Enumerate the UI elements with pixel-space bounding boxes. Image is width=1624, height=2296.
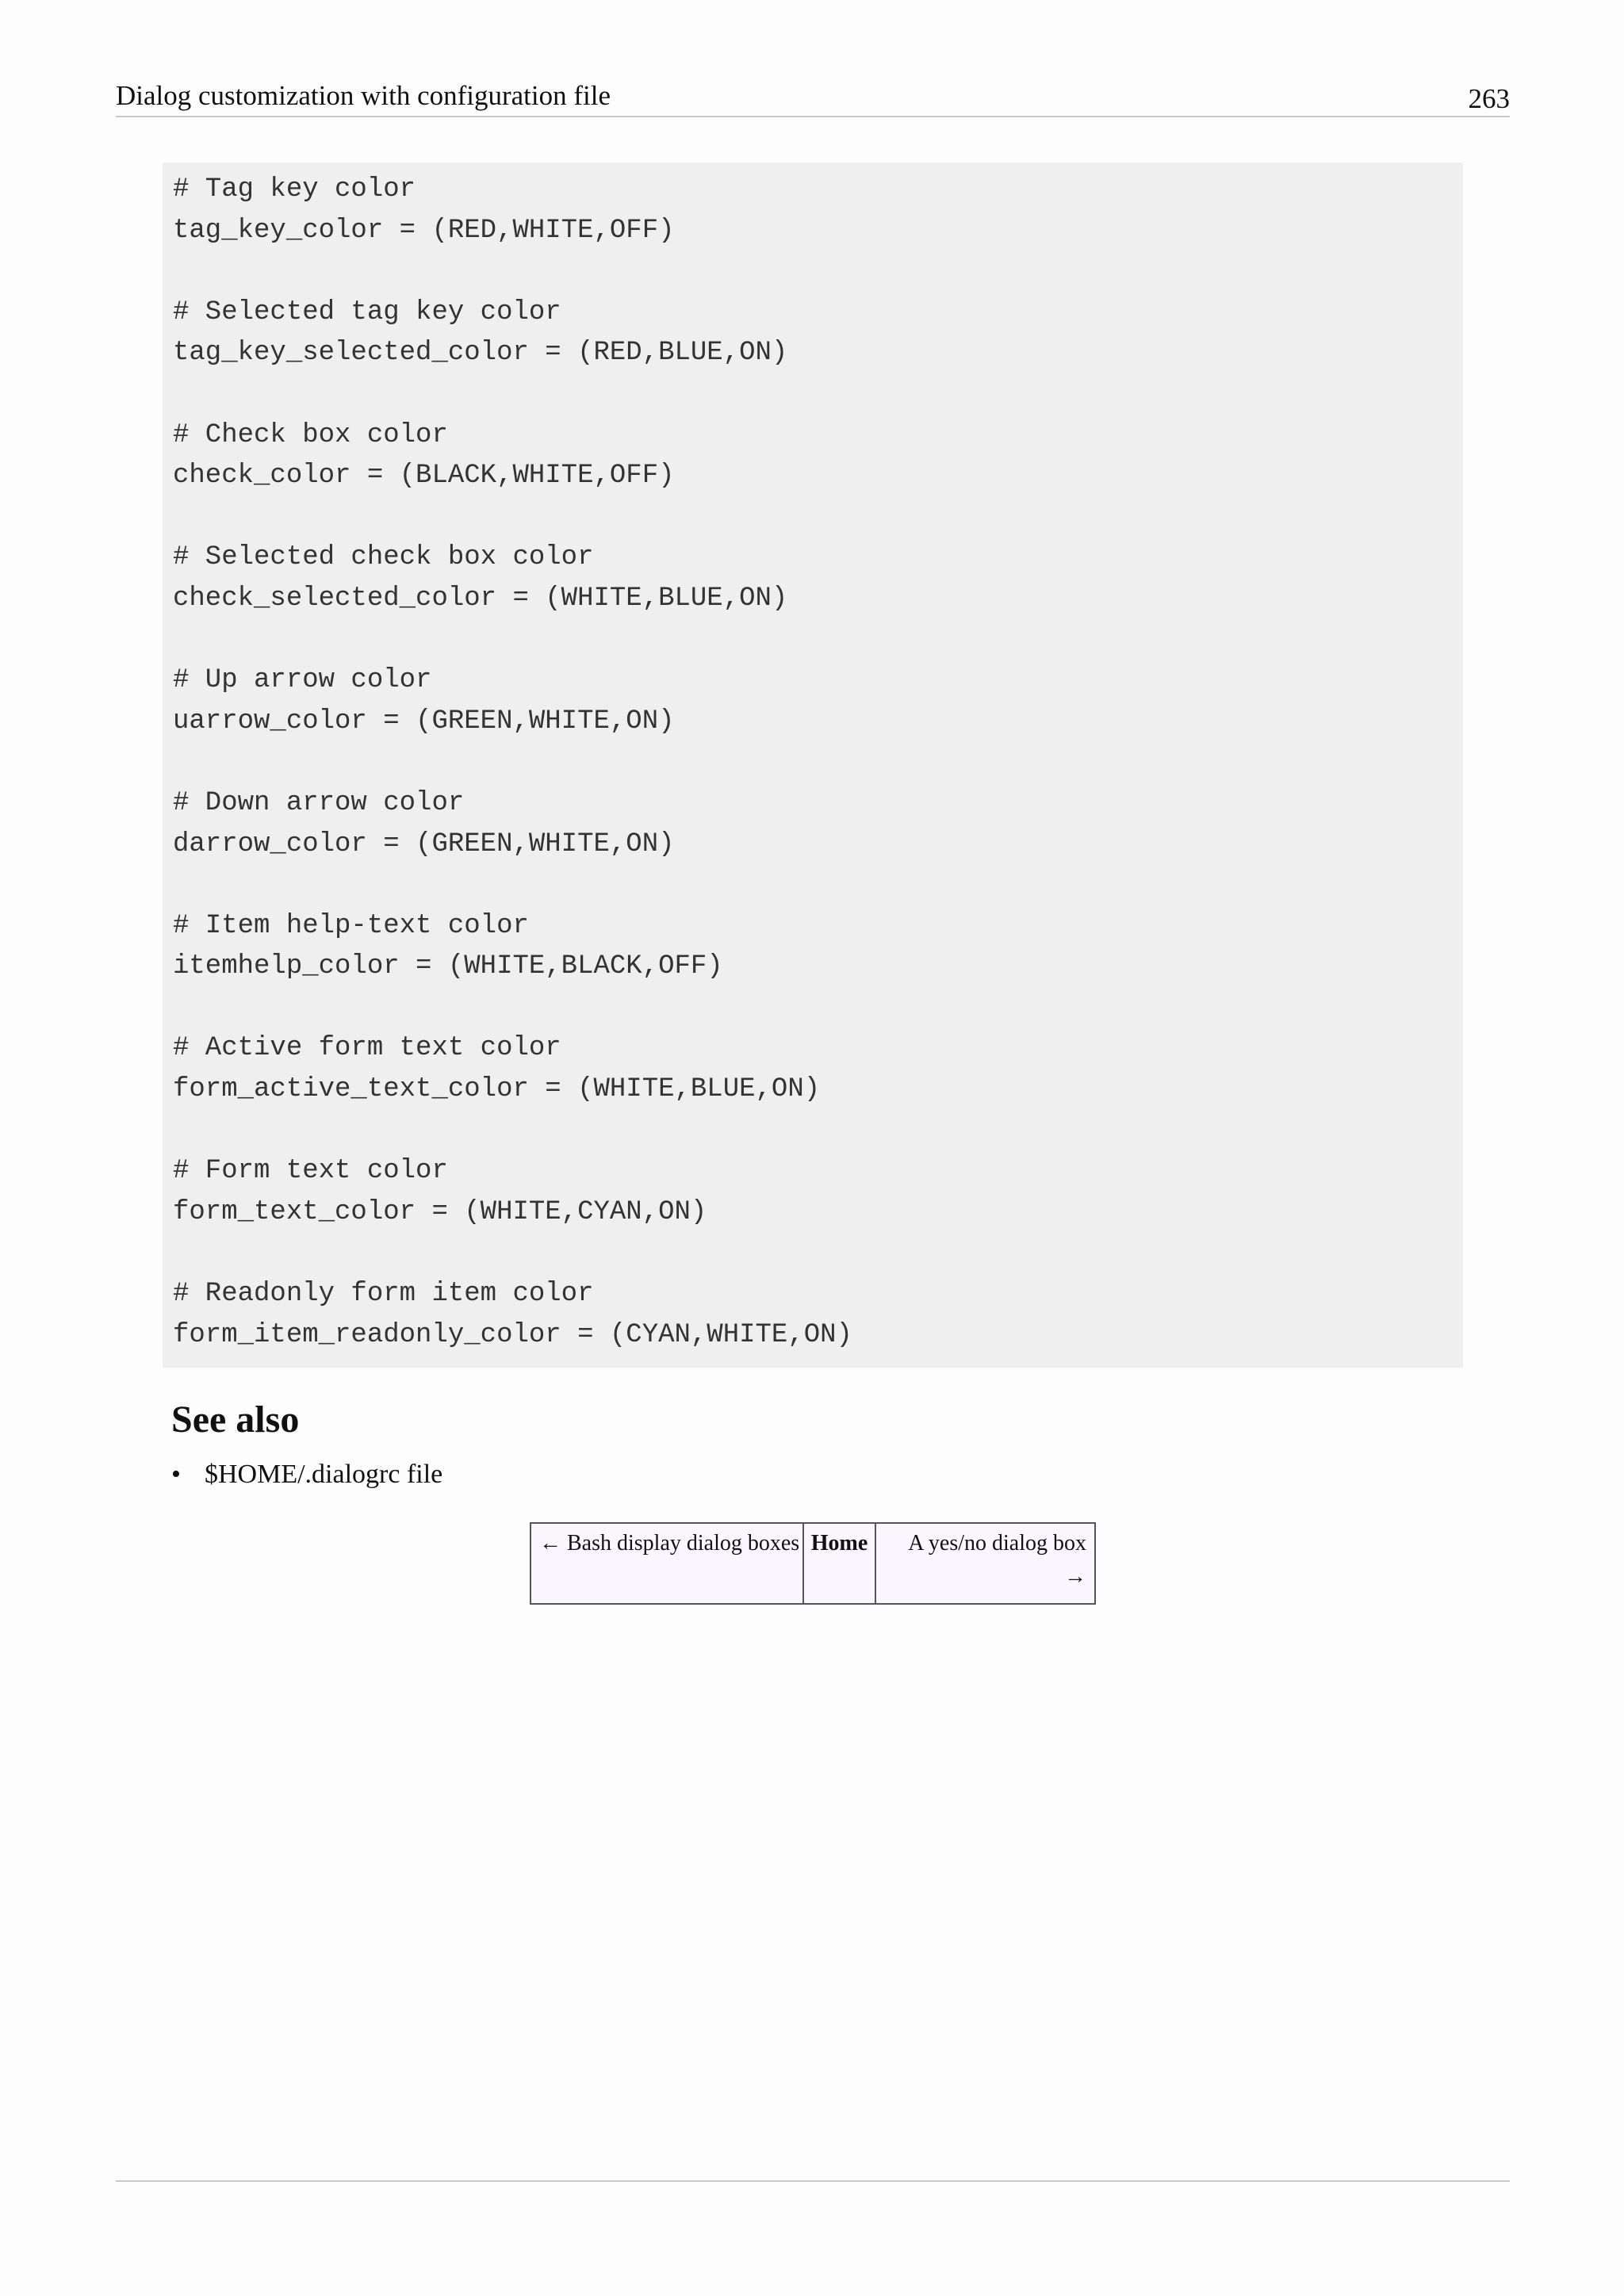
see-also-heading: See also	[171, 1399, 300, 1441]
code-line: tag_key_selected_color = (RED,BLUE,ON)	[173, 338, 788, 369]
page-header	[116, 76, 1510, 117]
code-line: check_selected_color = (WHITE,BLUE,ON)	[173, 583, 788, 614]
code-line: # Check box color	[173, 419, 448, 450]
running-title: Dialog customization with configuration file	[116, 80, 611, 111]
code-line: # Selected tag key color	[173, 297, 561, 327]
previous-page-link[interactable]	[531, 1524, 804, 1603]
code-line: # Up arrow color	[173, 665, 432, 696]
code-line: # Form text color	[173, 1156, 448, 1187]
list-item	[171, 1455, 442, 1494]
arrow-right-icon: →	[1064, 1564, 1086, 1589]
arrow-left-icon: ←	[539, 1531, 561, 1556]
previous-page-label: Bash display dialog boxes	[567, 1531, 800, 1556]
see-also-link[interactable]: $HOME/.dialogrc file	[205, 1460, 443, 1489]
code-line: # Item help-text color	[173, 910, 529, 941]
code-line	[173, 1233, 1463, 1274]
next-page-link[interactable]	[876, 1524, 1094, 1603]
code-line: form_item_readonly_color = (CYAN,WHITE,ON)	[173, 1319, 852, 1350]
code-line	[173, 374, 1463, 415]
code-line: form_active_text_color = (WHITE,BLUE,ON)	[173, 1074, 821, 1105]
bullet-icon: •	[171, 1460, 181, 1489]
code-line: check_color = (BLACK,WHITE,OFF)	[173, 461, 675, 492]
code-line: # Down arrow color	[173, 787, 465, 818]
page-number: 263	[1468, 83, 1510, 114]
code-line	[173, 1111, 1463, 1152]
code-line	[173, 251, 1463, 293]
code-line: # Selected check box color	[173, 542, 594, 573]
page-navigation	[530, 1522, 1096, 1605]
code-line	[173, 497, 1463, 538]
code-line: form_text_color = (WHITE,CYAN,ON)	[173, 1196, 707, 1227]
code-line	[173, 620, 1463, 661]
code-line: # Readonly form item color	[173, 1279, 594, 1310]
code-line	[173, 865, 1463, 906]
code-line	[173, 988, 1463, 1029]
code-line: darrow_color = (GREEN,WHITE,ON)	[173, 828, 675, 859]
code-line: uarrow_color = (GREEN,WHITE,ON)	[173, 706, 675, 737]
next-page-label: A yes/no dialog box	[908, 1531, 1086, 1556]
see-also-list	[171, 1455, 442, 1494]
home-link[interactable]: Home	[804, 1524, 876, 1603]
footer-rule	[116, 2180, 1510, 2182]
code-line: # Active form text color	[173, 1033, 561, 1064]
code-line: tag_key_color = (RED,WHITE,OFF)	[173, 215, 675, 246]
code-line: # Tag key color	[173, 174, 416, 205]
code-block	[163, 163, 1463, 1368]
code-line	[173, 742, 1463, 783]
code-line: itemhelp_color = (WHITE,BLACK,OFF)	[173, 951, 723, 982]
